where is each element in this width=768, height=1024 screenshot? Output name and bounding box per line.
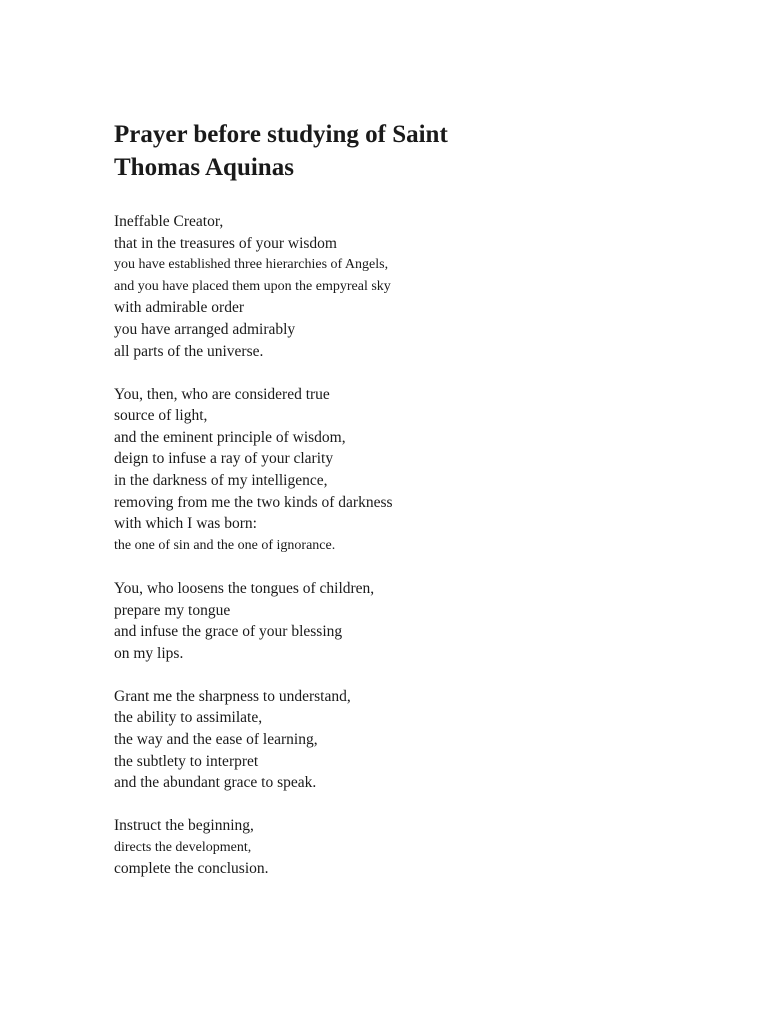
stanza-line: prepare my tongue bbox=[114, 601, 231, 619]
stanza-line: that in the treasures of your wisdom bbox=[114, 234, 337, 252]
stanza-line: You, then, who are considered true bbox=[114, 385, 330, 403]
stanza-line: and the abundant grace to speak. bbox=[114, 774, 317, 792]
stanza-line: Ineffable Creator, bbox=[114, 213, 224, 230]
stanza-1 bbox=[114, 211, 674, 362]
stanza-line: deign to infuse a ray of your clarity bbox=[114, 450, 334, 468]
title-line-1: Prayer before studying of Saint bbox=[114, 121, 448, 148]
stanza-line: Grant me the sharpness to understand, bbox=[114, 687, 351, 705]
stanza-line: you have arranged admirably bbox=[114, 320, 296, 338]
stanza-line: the way and the ease of learning, bbox=[114, 730, 318, 748]
stanza-2 bbox=[114, 384, 674, 557]
stanza-line: in the darkness of my intelligence, bbox=[114, 472, 328, 490]
stanza-line: with which I was born: bbox=[114, 515, 257, 533]
title-line-2: Thomas Aquinas bbox=[114, 154, 294, 181]
stanza-line: all parts of the universe. bbox=[114, 342, 264, 360]
stanza-line: You, who loosens the tongues of children, bbox=[114, 579, 375, 597]
stanza-line: you have established three hierarchies of Angels, bbox=[114, 257, 389, 273]
stanza-line: with admirable order bbox=[114, 299, 244, 317]
stanza-line: and infuse the grace of your blessing bbox=[114, 623, 343, 641]
stanza-line: complete the conclusion. bbox=[114, 860, 269, 878]
stanza-line: the subtlety to interpret bbox=[114, 752, 259, 770]
stanza-line: and you have placed them upon the empyreal sky bbox=[114, 278, 391, 294]
document-page bbox=[114, 118, 674, 902]
stanza-4 bbox=[114, 686, 674, 794]
document-title bbox=[114, 118, 674, 184]
stanza-line: directs the development, bbox=[114, 839, 252, 855]
stanza-line: removing from me the two kinds of darkness bbox=[114, 493, 393, 511]
stanza-line: the one of sin and the one of ignorance. bbox=[114, 537, 336, 553]
prayer-body bbox=[114, 211, 674, 880]
stanza-line: Instruct the beginning, bbox=[114, 817, 254, 835]
stanza-line: the ability to assimilate, bbox=[114, 709, 263, 727]
stanza-5 bbox=[114, 815, 674, 880]
stanza-line: on my lips. bbox=[114, 644, 184, 662]
stanza-line: and the eminent principle of wisdom, bbox=[114, 428, 346, 446]
stanza-line: source of light, bbox=[114, 407, 208, 425]
stanza-3 bbox=[114, 578, 674, 664]
